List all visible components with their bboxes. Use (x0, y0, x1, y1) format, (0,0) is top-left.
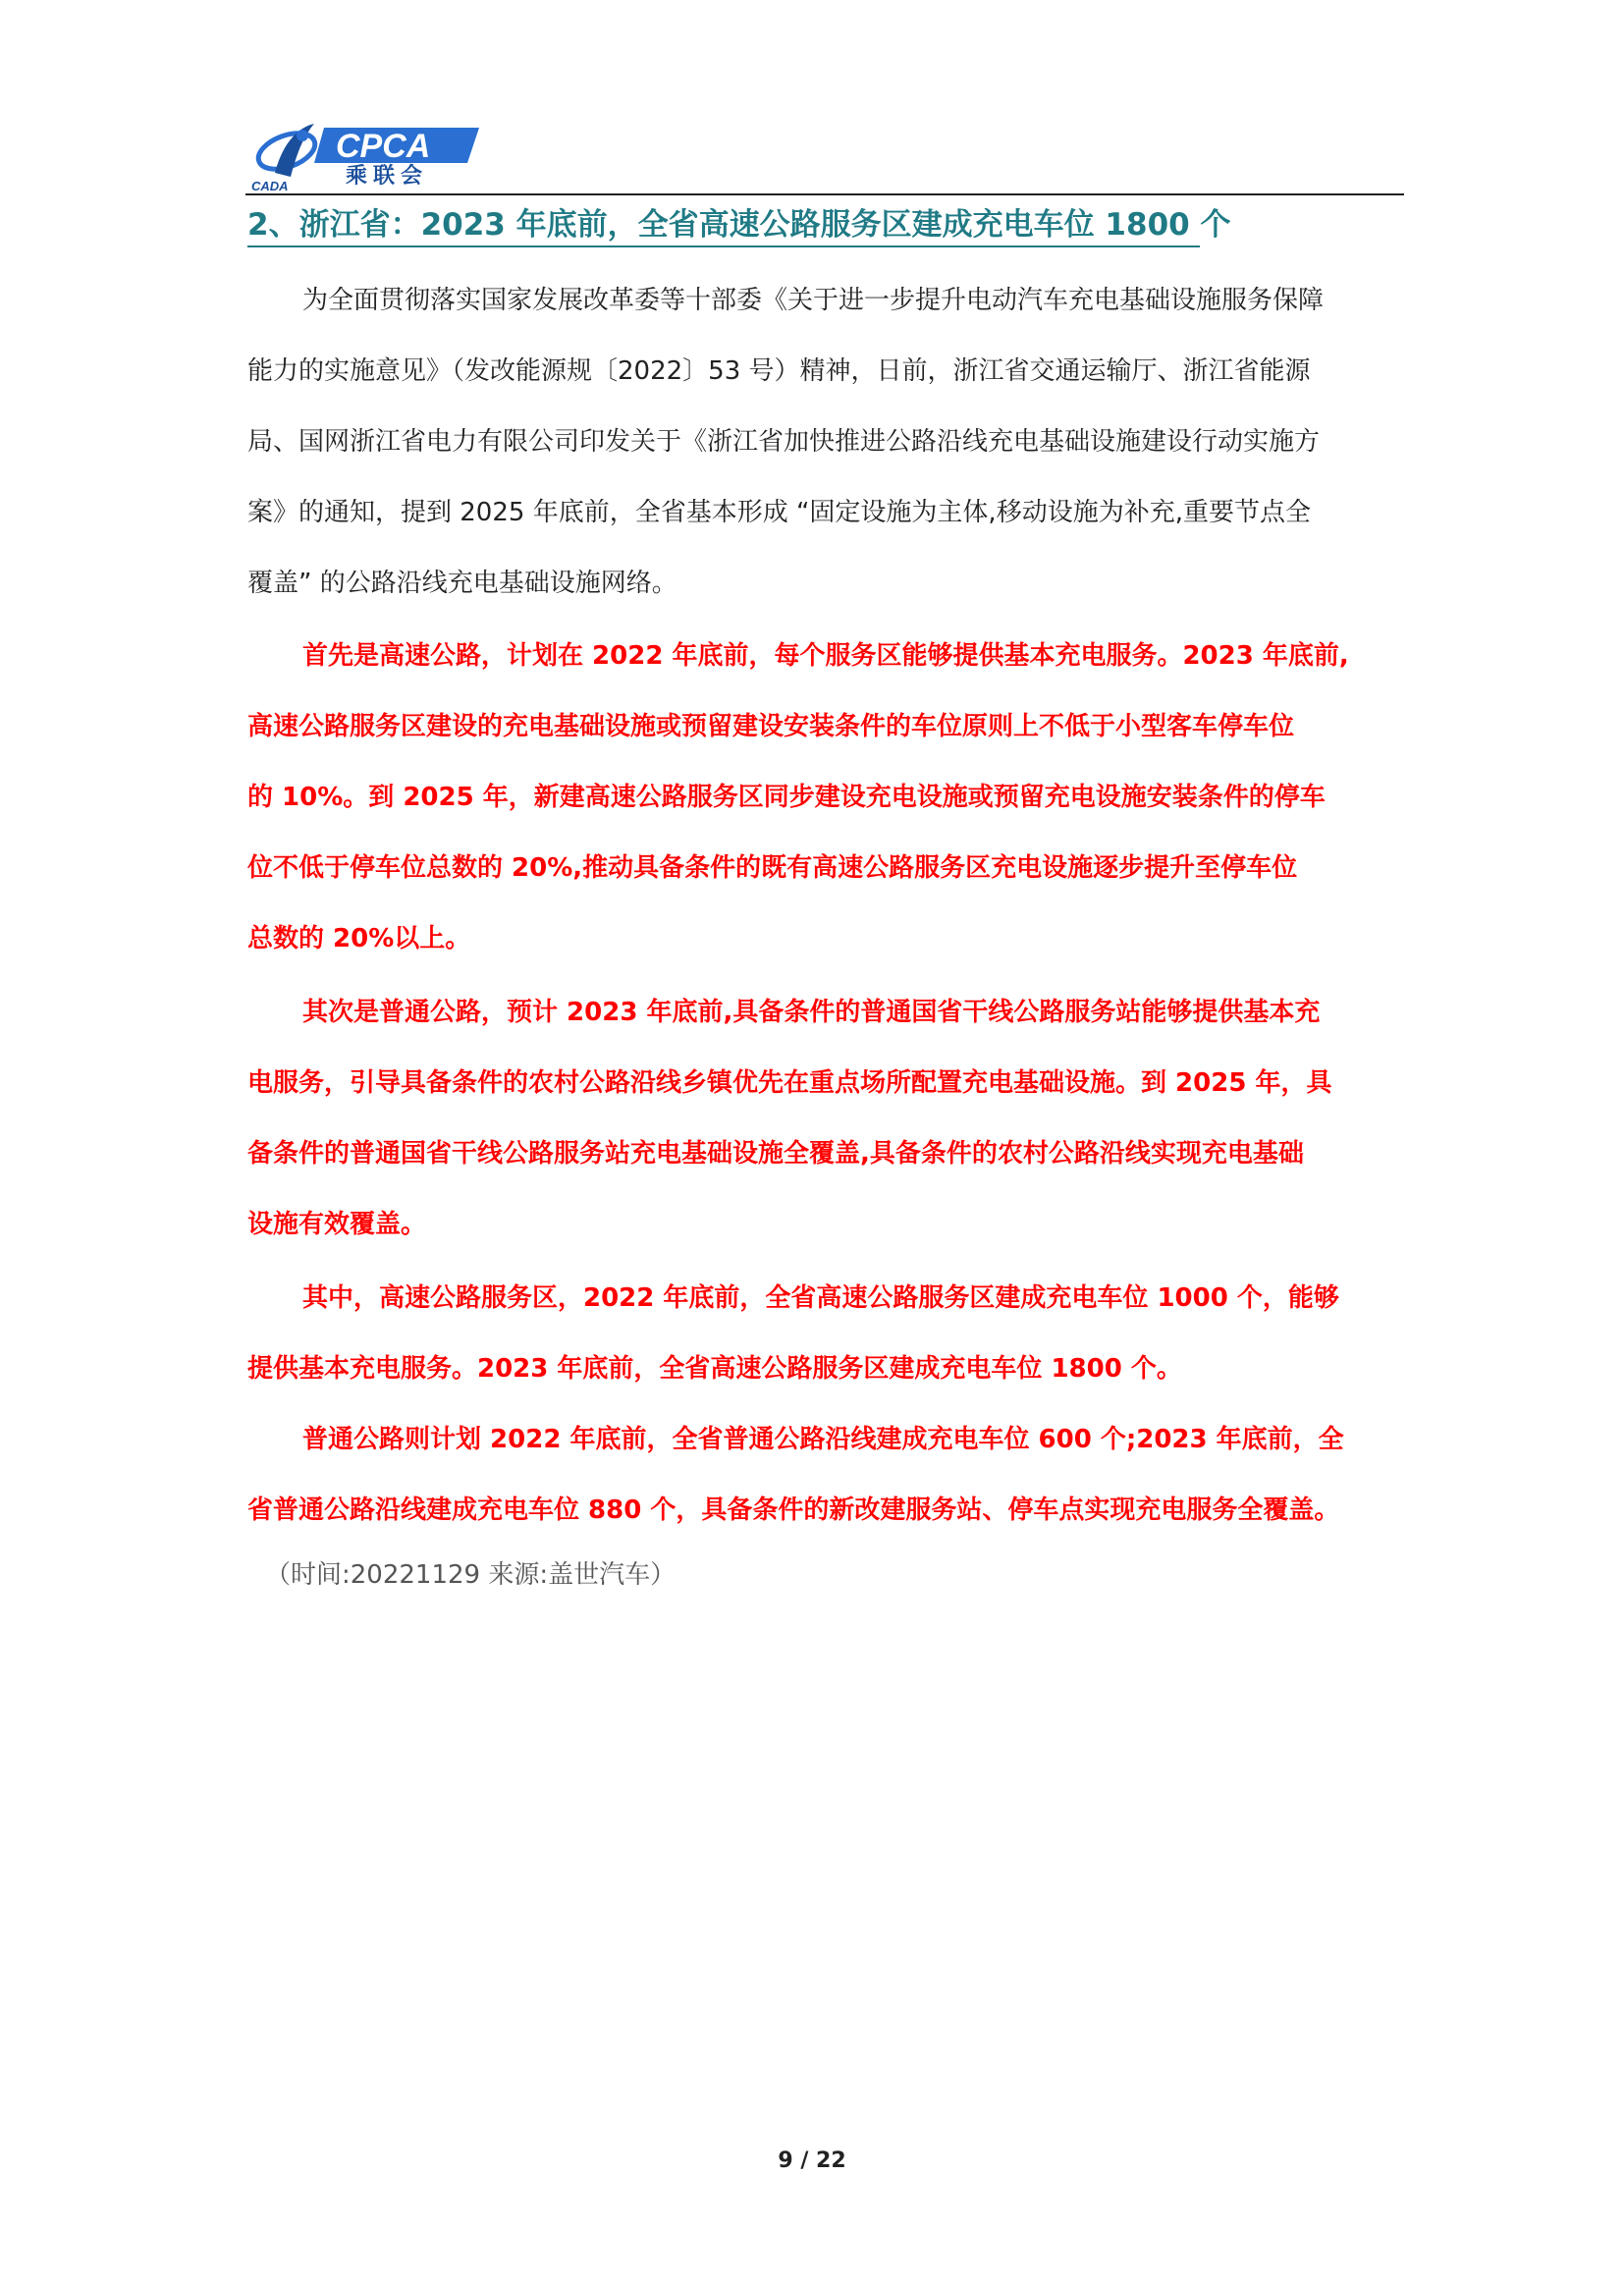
paragraph-line: 普通公路则计划 2022 年底前，全省普通公路沿线建成充电车位 600 个;2023 年底前，全 (302, 1425, 1344, 1454)
source-note: （时间:20221129 来源:盖世汽车） (265, 1560, 677, 1590)
ordinary-plan-paragraph (247, 1404, 1404, 1546)
paragraph-line: 案》的通知，提到 2025 年底前，全省基本形成 “固定设施为主体,移动设施为补充,重要节点全 (247, 498, 1311, 527)
logo-chinese-name: 乘联会 (346, 164, 429, 189)
paragraph-line: 设施有效覆盖。 (247, 1210, 427, 1239)
highway-paragraph (247, 621, 1404, 974)
heading-underline (247, 245, 1200, 247)
page-number: 9 / 22 (778, 2149, 846, 2173)
paragraph-line: 为全面贯彻落实国家发展改革委等十部委《关于进一步提升电动汽车充电基础设施服务保障 (302, 286, 1325, 315)
logo-text: CPCA (336, 128, 431, 165)
paragraph-line: 位不低于停车位总数的 20%,推动具备条件的既有高速公路服务区充电设施逐步提升至停车位 (247, 853, 1298, 883)
paragraph-line: 电服务，引导具备条件的农村公路沿线乡镇优先在重点场所配置充电基础设施。到 2025 年，具 (247, 1068, 1332, 1098)
paragraph-line: 高速公路服务区建设的充电基础设施或预留建设安装条件的车位原则上不低于小型客车停车位 (247, 712, 1295, 741)
paragraph-line: 首先是高速公路，计划在 2022 年底前，每个服务区能够提供基本充电服务。2023 年底前, (302, 641, 1349, 671)
paragraph-line: 覆盖” 的公路沿线充电基础设施网络。 (247, 569, 677, 598)
paragraph-line: 备条件的普通国省干线公路服务站充电基础设施全覆盖,具备条件的农村公路沿线实现充电基础 (247, 1139, 1304, 1169)
header-divider (245, 193, 1404, 195)
paragraph-line: 提供基本充电服务。2023 年底前，全省高速公路服务区建成充电车位 1800 个。 (247, 1354, 1182, 1384)
paragraph-line: 的 10%。到 2025 年，新建高速公路服务区同步建设充电设施或预留充电设施安装条件的停车 (247, 783, 1326, 812)
intro-paragraph (247, 265, 1404, 619)
service-area-paragraph (247, 1263, 1404, 1404)
logo-mark-text: CADA (251, 179, 289, 193)
paragraph-line: 总数的 20%以上。 (247, 924, 471, 953)
paragraph-line: 能力的实施意见》（发改能源规〔2022〕53 号）精神，日前，浙江省交通运输厅、浙江省能源 (247, 356, 1311, 386)
paragraph-line: 其中，高速公路服务区，2022 年底前，全省高速公路服务区建成充电车位 1000 个，能够 (302, 1283, 1339, 1313)
paragraph-line: 局、国网浙江省电力有限公司印发关于《浙江省加快推进公路沿线充电基础设施建设行动实施方 (247, 427, 1321, 457)
paragraph-line: 其次是普通公路，预计 2023 年底前,具备条件的普通国省干线公路服务站能够提供基本充 (302, 998, 1321, 1027)
ordinary-road-paragraph (247, 977, 1404, 1260)
paragraph-line: 省普通公路沿线建成充电车位 880 个，具备条件的新改建服务站、停车点实现充电服务全覆盖。 (247, 1496, 1340, 1525)
section-heading: 2、浙江省：2023 年底前，全省高速公路服务区建成充电车位 1800 个 (247, 207, 1231, 243)
